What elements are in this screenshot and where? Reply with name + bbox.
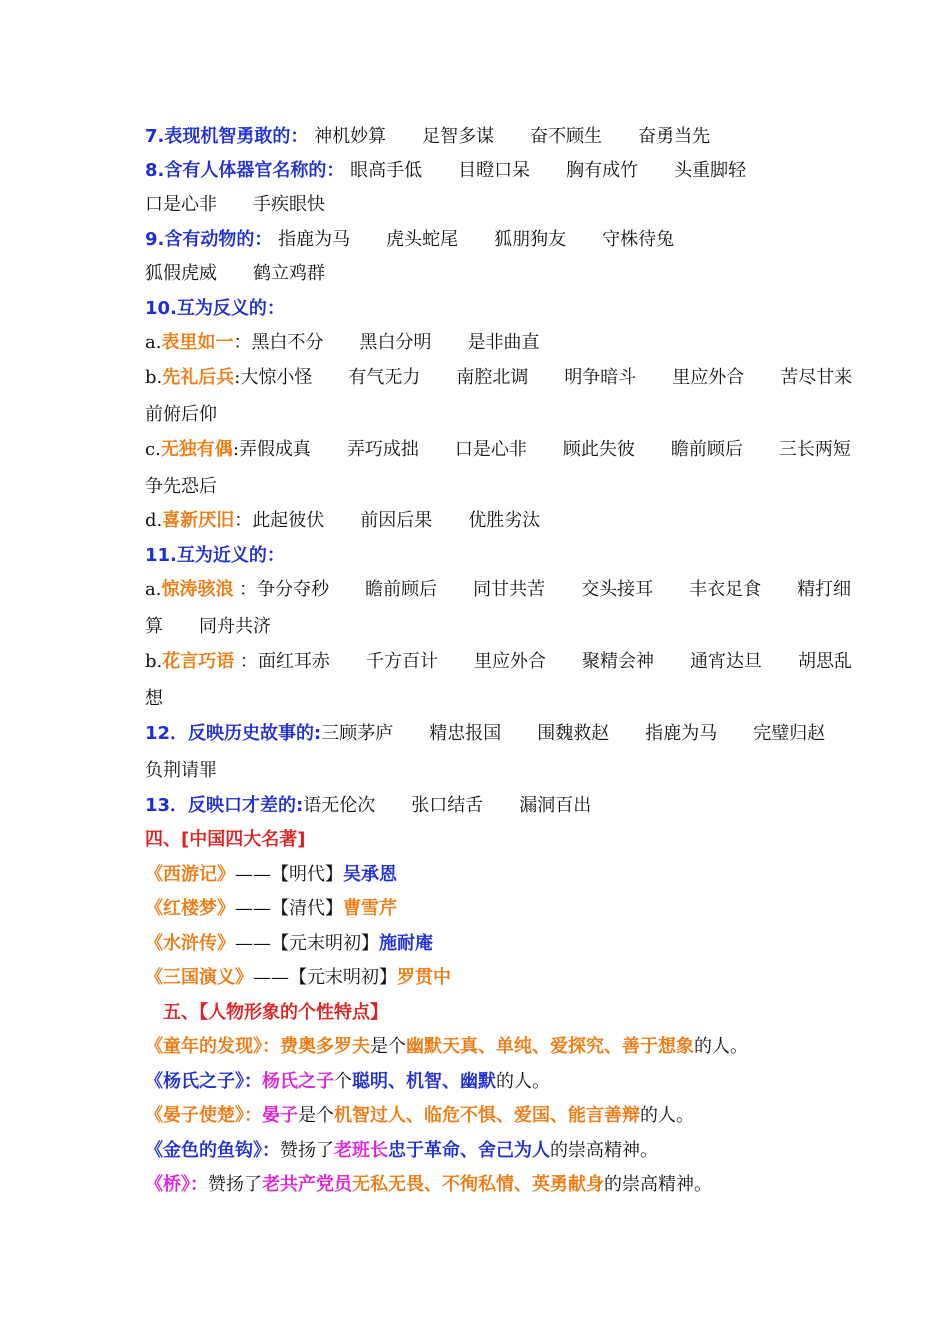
character-traits: 机智过人、临危不惧、爱国、能言善辩 [334,1105,640,1126]
character-traits: 忠于革命、舍己为人 [388,1140,550,1161]
line-10a [145,330,539,356]
character-traits: 无私无畏、不徇私情、英勇献身 [352,1174,604,1195]
character-row [145,1103,694,1129]
character-name: 杨氏之子 [262,1071,334,1092]
line-10d [145,508,540,534]
item-prefix: a. [145,332,162,353]
idiom-list: :大惊小怪 有气无力 南腔北调 明争暗斗 里应外合 苦尽甘来 [234,367,853,388]
section-heading-characters: 五、【人物形象的个性特点】 [163,1002,388,1023]
idiom-list: ：面红耳赤 千方百计 里应外合 聚精会神 通宵达旦 胡思乱 [234,651,852,672]
book-era: 【元末明初】 [271,933,379,954]
key-idiom: 花言巧语 [162,651,235,672]
character-name: 老共产党员 [262,1174,352,1195]
line-12 [145,721,825,747]
classic-book-row [145,931,433,957]
book-author: 罗贯中 [397,967,451,988]
character-row [145,1069,550,1095]
line-11a [145,577,851,603]
line-12-cont [145,758,217,784]
idiom-list: 指鹿为马 虎头蛇尾 狐朋狗友 守株待兔 [278,229,675,250]
line-13 [145,793,591,819]
item-prefix: b. [145,651,163,672]
line-9 [145,227,674,253]
classic-book-row [145,965,451,991]
idiom-list: 眼高手低 目瞪口呆 胸有成竹 头重脚轻 [350,160,747,181]
idiom-list: 争先恐后 [145,476,217,497]
idiom-list: 前俯后仰 [145,404,217,425]
dash: —— [253,967,289,988]
item-prefix: b. [145,367,163,388]
line-10b-cont [145,402,217,428]
book-era: 【元末明初】 [289,967,397,988]
story-title: 《杨氏之子》： [145,1071,262,1092]
line-7 [145,124,710,150]
key-idiom: 喜新厌旧 [162,510,235,531]
item-prefix: a. [145,579,162,600]
story-title: 《童年的发现》： [145,1036,280,1057]
line-8 [145,158,746,184]
line-11b-cont [145,686,163,712]
book-author: 吴承恩 [343,864,397,885]
item-prefix: c. [145,439,161,460]
key-idiom: 先礼后兵 [162,367,235,388]
category-heading: 8.含有人体器官名称的： [145,160,345,181]
item-prefix: d. [145,510,163,531]
idiom-list: 狐假虎威 鹤立鸡群 [145,263,325,284]
category-heading: 10.互为反义的： [145,298,285,319]
character-traits: 聪明、机智、幽默 [352,1071,496,1092]
category-heading: 7.表现机智勇敢的： [145,126,309,147]
book-author: 施耐庵 [379,933,433,954]
dash: —— [235,898,271,919]
line-8-cont [145,192,325,218]
book-title: 《西游记》 [145,864,235,885]
line-9-cont [145,261,325,287]
story-title: 《金色的鱼钩》： [145,1140,280,1161]
book-author: 曹雪芹 [343,898,397,919]
story-title: 《桥》： [145,1174,208,1195]
character-name: 老班长 [334,1140,388,1161]
book-title: 《水浒传》 [145,933,235,954]
line-11b [145,649,852,675]
category-heading: 12．反映历史故事的: [145,723,322,744]
line-10c-cont [145,474,217,500]
idiom-list: ：此起彼伏 前因后果 优胜劣汰 [234,510,541,531]
dash: —— [235,864,271,885]
category-heading: 9.含有动物的： [145,229,273,250]
closing-text: 的人。 [496,1071,550,1092]
line-10 [145,296,285,322]
key-idiom: 表里如一 [161,332,234,353]
classic-book-row [145,896,397,922]
line-11 [145,543,285,569]
character-row [145,1034,748,1060]
character-traits: 幽默天真、单纯、爱探究、善于想象 [406,1036,694,1057]
connector-text: 是个 [298,1105,334,1126]
book-title: 《三国演义》 [145,967,253,988]
idiom-list: 口是心非 手疾眼快 [145,194,325,215]
category-heading: 13．反映口才差的: [145,795,304,816]
dash: —— [235,933,271,954]
character-row [145,1172,712,1198]
idiom-list: 想 [145,688,163,709]
idiom-list: ：争分夺秒 瞻前顾后 同甘共苦 交头接耳 丰衣足食 精打细 [233,579,852,600]
connector-text: 是个 [370,1036,406,1057]
idiom-list: :弄假成真 弄巧成拙 口是心非 顾此失彼 瞻前顾后 三长两短 [232,439,851,460]
story-title: 《晏子使楚》： [145,1105,262,1126]
key-idiom: 无独有偶 [160,439,233,460]
idiom-list: ：黑白不分 黑白分明 是非曲直 [233,332,540,353]
idiom-list: 负荆请罪 [145,760,217,781]
line-10c [145,437,851,463]
idiom-list: 语无伦次 张口结舌 漏洞百出 [303,795,592,816]
character-name: 费奥多罗夫 [280,1036,370,1057]
book-era: 【明代】 [271,864,343,885]
key-idiom: 惊涛骇浪 [161,579,234,600]
section-heading-classics: 四、[中国四大名著] [145,829,306,850]
closing-text: 的崇高精神。 [604,1174,712,1195]
connector-text: 赞扬了 [208,1174,262,1195]
idiom-list: 三顾茅庐 精忠报国 围魏救赵 指鹿为马 完璧归赵 [321,723,826,744]
idiom-list: 神机妙算 足智多谋 奋不顾生 奋勇当先 [314,126,711,147]
idiom-list: 算 同舟共济 [145,616,271,637]
classic-book-row [145,862,397,888]
category-heading: 11.互为近义的： [145,545,285,566]
connector-text: 赞扬了 [280,1140,334,1161]
book-title: 《红楼梦》 [145,898,235,919]
closing-text: 的崇高精神。 [550,1140,658,1161]
line-11a-cont [145,614,271,640]
connector-text: 个 [334,1071,352,1092]
character-row [145,1138,658,1164]
closing-text: 的人。 [694,1036,748,1057]
character-name: 晏子 [262,1105,298,1126]
book-era: 【清代】 [271,898,343,919]
closing-text: 的人。 [640,1105,694,1126]
line-10b [145,365,852,391]
